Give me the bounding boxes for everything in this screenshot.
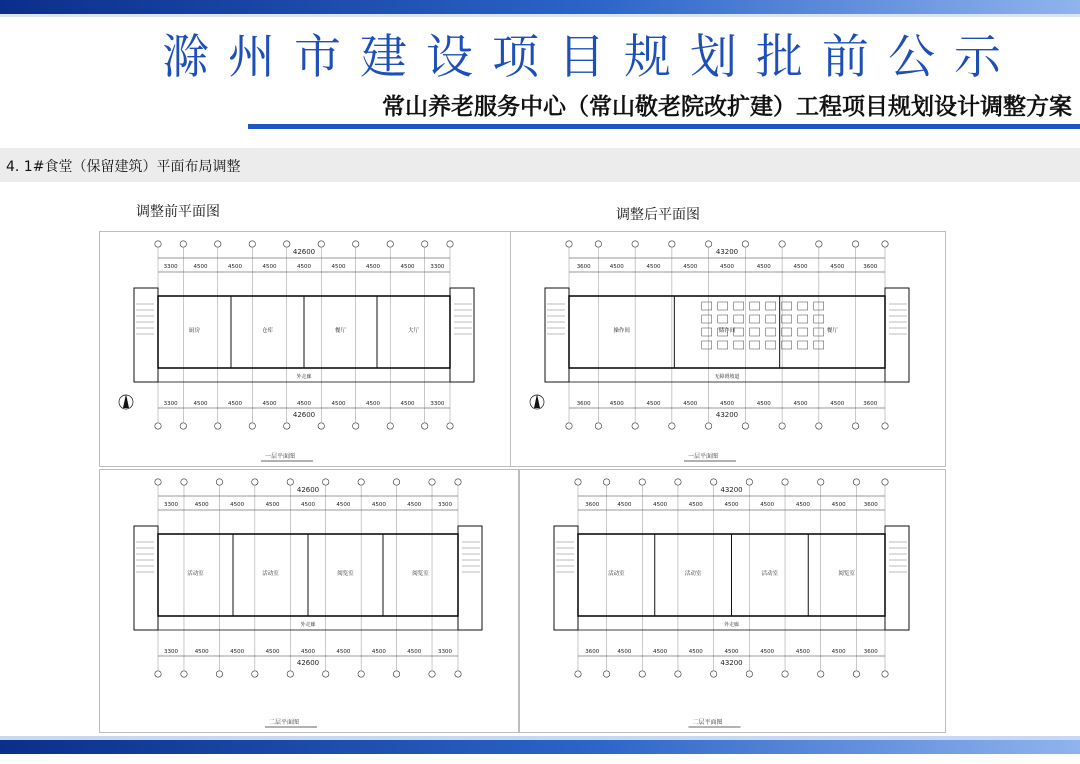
room-label: 阅览室 bbox=[838, 571, 855, 577]
room-label: 储存间 bbox=[718, 328, 736, 334]
axis-bubble bbox=[710, 479, 716, 485]
bay-dimension-label: 3600 bbox=[863, 264, 878, 270]
bay-dimension-label: 4500 bbox=[688, 502, 703, 508]
bay-dimension-label: 4500 bbox=[407, 502, 422, 508]
axis-bubble bbox=[595, 241, 601, 247]
bottom-bay-label: 4500 bbox=[830, 401, 845, 407]
plan-before-floor2 bbox=[99, 469, 519, 733]
axis-bubble bbox=[387, 241, 393, 247]
bay-dimension-label: 3300 bbox=[163, 502, 178, 508]
bay-dimension-label: 4500 bbox=[262, 264, 277, 270]
dining-table bbox=[734, 315, 744, 323]
bay-dimension-label: 4500 bbox=[331, 264, 346, 270]
axis-bubble bbox=[318, 423, 324, 429]
bottom-bay-label: 4500 bbox=[683, 401, 698, 407]
dining-table bbox=[782, 315, 792, 323]
bay-dimension-label: 4500 bbox=[228, 264, 243, 270]
bay-dimension-label: 4500 bbox=[301, 502, 315, 508]
bottom-bay-label: 4500 bbox=[228, 401, 243, 407]
axis-bubble bbox=[632, 241, 638, 247]
bay-dimension-label: 4500 bbox=[365, 264, 380, 270]
bottom-bay-label: 4500 bbox=[365, 401, 380, 407]
axis-bubble bbox=[710, 671, 716, 677]
plan-caption: 一层平面图 bbox=[265, 453, 296, 460]
stair-right bbox=[458, 526, 482, 630]
plan-drawing bbox=[100, 232, 510, 466]
bay-dimension-label: 4500 bbox=[297, 264, 311, 270]
stair-left bbox=[134, 526, 158, 630]
axis-bubble bbox=[595, 423, 601, 429]
dining-table bbox=[718, 315, 728, 323]
axis-bubble bbox=[180, 241, 186, 247]
bay-dimension-label: 4500 bbox=[336, 502, 351, 508]
room-label: 活动室 bbox=[761, 571, 779, 577]
bottom-bay-label: 4500 bbox=[262, 401, 277, 407]
bay-dimension-label: 4500 bbox=[230, 502, 245, 508]
bay-dimension-label: 4500 bbox=[609, 264, 624, 270]
bottom-bay-label: 3300 bbox=[438, 649, 453, 655]
room-label: 阅览室 bbox=[412, 571, 429, 577]
room-label: 活动室 bbox=[684, 571, 702, 577]
bottom-bay-label: 3300 bbox=[163, 401, 178, 407]
room-label: 餐厅 bbox=[826, 328, 838, 334]
bottom-bay-label: 4500 bbox=[301, 649, 315, 655]
axis-bubble bbox=[216, 671, 222, 677]
dining-table bbox=[702, 315, 712, 323]
dining-table bbox=[782, 341, 792, 349]
bottom-bay-label: 3300 bbox=[430, 401, 445, 407]
plan-drawing bbox=[100, 470, 518, 732]
bottom-total-label: 42600 bbox=[296, 659, 320, 667]
bottom-bay-label: 4500 bbox=[756, 401, 771, 407]
stair-right bbox=[450, 288, 474, 382]
axis-bubble bbox=[852, 241, 858, 247]
bottom-bay-label: 3600 bbox=[585, 649, 600, 655]
axis-bubble bbox=[882, 241, 888, 247]
axis-bubble bbox=[779, 241, 785, 247]
bay-dimension-label: 4500 bbox=[194, 502, 209, 508]
section-heading: 4. 1#食堂（保留建筑）平面布局调整 bbox=[6, 159, 241, 175]
dining-table bbox=[798, 341, 808, 349]
dining-table bbox=[750, 302, 760, 310]
axis-bubble bbox=[215, 423, 221, 429]
axis-bubble bbox=[155, 241, 161, 247]
bay-dimension-label: 4500 bbox=[653, 502, 668, 508]
bay-dimension-label: 3300 bbox=[438, 502, 453, 508]
room-label: 大厅 bbox=[407, 328, 420, 334]
room-label: 活动室 bbox=[187, 571, 204, 577]
axis-bubble bbox=[853, 671, 859, 677]
bay-dimension-label: 4500 bbox=[617, 502, 632, 508]
dining-table bbox=[734, 302, 744, 310]
axis-bubble bbox=[853, 479, 859, 485]
dining-table bbox=[718, 341, 728, 349]
axis-bubble bbox=[358, 479, 364, 485]
room-label: 厨房 bbox=[188, 328, 201, 334]
axis-bubble bbox=[358, 671, 364, 677]
plan-before-floor1 bbox=[99, 231, 511, 467]
bay-dimension-label: 3600 bbox=[585, 502, 600, 508]
bay-dimension-label: 4500 bbox=[830, 264, 845, 270]
plan-after-floor2 bbox=[519, 469, 946, 733]
axis-bubble bbox=[387, 423, 393, 429]
axis-bubble bbox=[669, 423, 675, 429]
total-dimension-label: 42600 bbox=[296, 486, 320, 494]
bottom-bay-label: 3600 bbox=[863, 401, 878, 407]
axis-bubble bbox=[566, 423, 572, 429]
dining-table bbox=[766, 302, 776, 310]
axis-bubble bbox=[323, 479, 329, 485]
bottom-bay-label: 4500 bbox=[720, 401, 734, 407]
dining-table bbox=[750, 315, 760, 323]
dining-table bbox=[782, 302, 792, 310]
axis-bubble bbox=[323, 671, 329, 677]
top-color-band bbox=[0, 0, 1080, 14]
plan-caption: 二层平面图 bbox=[692, 719, 723, 726]
axis-bubble bbox=[422, 241, 428, 247]
plan-drawing bbox=[520, 470, 945, 732]
axis-bubble bbox=[852, 423, 858, 429]
stair-right bbox=[885, 526, 909, 630]
bay-dimension-label: 3300 bbox=[430, 264, 445, 270]
axis-bubble bbox=[566, 241, 572, 247]
bottom-bay-label: 4500 bbox=[230, 649, 245, 655]
plan-caption: 一层平面图 bbox=[688, 453, 719, 460]
axis-bubble bbox=[746, 479, 752, 485]
axis-bubble bbox=[575, 479, 581, 485]
page-title: 滁州市建设项目规划批前公示 bbox=[162, 30, 1020, 85]
axis-bubble bbox=[287, 671, 293, 677]
bottom-bay-label: 4500 bbox=[795, 649, 810, 655]
bottom-bay-label: 4500 bbox=[336, 649, 351, 655]
bay-dimension-label: 4500 bbox=[793, 264, 808, 270]
bottom-bay-label: 3600 bbox=[863, 649, 878, 655]
project-subtitle: 常山养老服务中心（常山敬老院改扩建）工程项目规划设计调整方案 bbox=[382, 94, 1072, 120]
axis-bubble bbox=[318, 241, 324, 247]
dining-table bbox=[782, 328, 792, 336]
bottom-bay-label: 4500 bbox=[688, 649, 703, 655]
axis-bubble bbox=[215, 241, 221, 247]
room-label: 活动室 bbox=[608, 571, 625, 577]
axis-bubble bbox=[603, 671, 609, 677]
axis-bubble bbox=[216, 479, 222, 485]
plan-caption: 二层平面图 bbox=[269, 719, 300, 726]
axis-bubble bbox=[639, 479, 645, 485]
axis-bubble bbox=[675, 479, 681, 485]
axis-bubble bbox=[455, 671, 461, 677]
north-arrow-pointer bbox=[123, 394, 129, 408]
room-label: 操作间 bbox=[613, 328, 630, 334]
room-label: 活动室 bbox=[262, 571, 279, 577]
bottom-bay-label: 4500 bbox=[793, 401, 808, 407]
axis-bubble bbox=[181, 479, 187, 485]
bottom-bay-label: 3300 bbox=[163, 649, 178, 655]
axis-bubble bbox=[155, 479, 161, 485]
room-label: 餐厅 bbox=[334, 328, 347, 334]
top-band-highlight bbox=[0, 14, 1080, 17]
after-label: 调整后平面图 bbox=[616, 207, 700, 223]
stair-left bbox=[545, 288, 569, 382]
room-label: 仓库 bbox=[261, 328, 274, 334]
axis-bubble bbox=[816, 423, 822, 429]
dining-table bbox=[766, 315, 776, 323]
total-dimension-label: 43200 bbox=[720, 486, 743, 494]
bottom-bay-label: 4500 bbox=[724, 649, 739, 655]
dining-table bbox=[718, 302, 728, 310]
section-bar bbox=[0, 148, 1080, 182]
bay-dimension-label: 4500 bbox=[646, 264, 661, 270]
bottom-bay-label: 4500 bbox=[653, 649, 668, 655]
bay-dimension-label: 4500 bbox=[265, 502, 280, 508]
dining-table bbox=[798, 328, 808, 336]
axis-bubble bbox=[818, 479, 824, 485]
axis-bubble bbox=[742, 241, 748, 247]
stair-right bbox=[885, 288, 909, 382]
axis-bubble bbox=[252, 479, 258, 485]
bay-dimension-label: 4500 bbox=[400, 264, 415, 270]
axis-bubble bbox=[746, 671, 752, 677]
corridor-label: 外走廊 bbox=[300, 622, 316, 628]
bay-dimension-label: 4500 bbox=[831, 502, 846, 508]
axis-bubble bbox=[675, 671, 681, 677]
stair-left bbox=[554, 526, 578, 630]
corridor-label: 外走廊 bbox=[296, 374, 312, 380]
axis-bubble bbox=[249, 241, 255, 247]
axis-bubble bbox=[882, 671, 888, 677]
dining-table bbox=[702, 328, 712, 336]
bay-dimension-label: 4500 bbox=[371, 502, 386, 508]
axis-bubble bbox=[447, 241, 453, 247]
room-label: 阅览室 bbox=[337, 571, 354, 577]
bottom-total-label: 43200 bbox=[720, 659, 743, 667]
axis-bubble bbox=[252, 671, 258, 677]
bay-dimension-label: 4500 bbox=[795, 502, 810, 508]
axis-bubble bbox=[155, 423, 161, 429]
corridor-label: 无障碍坡道 bbox=[714, 374, 740, 380]
north-arrow-pointer bbox=[534, 394, 540, 408]
bay-dimension-label: 4500 bbox=[193, 264, 208, 270]
axis-bubble bbox=[455, 479, 461, 485]
axis-bubble bbox=[705, 423, 711, 429]
bay-dimension-label: 4500 bbox=[720, 264, 734, 270]
axis-bubble bbox=[782, 671, 788, 677]
axis-bubble bbox=[393, 671, 399, 677]
subtitle-rule bbox=[248, 124, 1080, 129]
bottom-bay-label: 4500 bbox=[831, 649, 846, 655]
axis-bubble bbox=[429, 671, 435, 677]
dining-table bbox=[702, 302, 712, 310]
axis-bubble bbox=[447, 423, 453, 429]
bottom-bay-label: 4500 bbox=[194, 649, 209, 655]
total-dimension-label: 43200 bbox=[715, 248, 739, 256]
axis-bubble bbox=[353, 423, 359, 429]
axis-bubble bbox=[284, 423, 290, 429]
bay-dimension-label: 3600 bbox=[863, 502, 878, 508]
bottom-bay-label: 3600 bbox=[576, 401, 591, 407]
bottom-total-label: 43200 bbox=[715, 411, 739, 419]
bottom-bay-label: 4500 bbox=[265, 649, 280, 655]
axis-bubble bbox=[155, 671, 161, 677]
plan-drawing bbox=[511, 232, 945, 466]
dining-table bbox=[766, 341, 776, 349]
bottom-total-label: 42600 bbox=[292, 411, 316, 419]
axis-bubble bbox=[818, 671, 824, 677]
bay-dimension-label: 4500 bbox=[724, 502, 739, 508]
before-label: 调整前平面图 bbox=[136, 204, 220, 220]
axis-bubble bbox=[816, 241, 822, 247]
axis-bubble bbox=[603, 479, 609, 485]
axis-bubble bbox=[882, 479, 888, 485]
bottom-bay-label: 4500 bbox=[193, 401, 208, 407]
corridor-label: 外走廊 bbox=[723, 622, 740, 628]
bay-dimension-label: 3600 bbox=[576, 264, 591, 270]
dining-table bbox=[750, 328, 760, 336]
axis-bubble bbox=[705, 241, 711, 247]
bay-dimension-label: 4500 bbox=[756, 264, 771, 270]
dining-table bbox=[750, 341, 760, 349]
plan-after-floor1 bbox=[510, 231, 946, 467]
bay-dimension-label: 4500 bbox=[760, 502, 775, 508]
axis-bubble bbox=[393, 479, 399, 485]
total-dimension-label: 42600 bbox=[292, 248, 316, 256]
dining-table bbox=[702, 341, 712, 349]
stair-left bbox=[134, 288, 158, 382]
axis-bubble bbox=[422, 423, 428, 429]
axis-bubble bbox=[882, 423, 888, 429]
axis-bubble bbox=[353, 241, 359, 247]
axis-bubble bbox=[742, 423, 748, 429]
axis-bubble bbox=[669, 241, 675, 247]
dining-table bbox=[766, 328, 776, 336]
bottom-bay-label: 4500 bbox=[297, 401, 311, 407]
axis-bubble bbox=[779, 423, 785, 429]
bottom-bay-label: 4500 bbox=[646, 401, 661, 407]
bottom-bay-label: 4500 bbox=[371, 649, 386, 655]
dining-table bbox=[798, 302, 808, 310]
bottom-color-band bbox=[0, 740, 1080, 754]
bottom-bay-label: 4500 bbox=[331, 401, 346, 407]
axis-bubble bbox=[632, 423, 638, 429]
dining-table bbox=[734, 341, 744, 349]
bottom-bay-label: 4500 bbox=[400, 401, 415, 407]
axis-bubble bbox=[287, 479, 293, 485]
axis-bubble bbox=[575, 671, 581, 677]
axis-bubble bbox=[181, 671, 187, 677]
axis-bubble bbox=[284, 241, 290, 247]
bottom-bay-label: 4500 bbox=[407, 649, 422, 655]
axis-bubble bbox=[429, 479, 435, 485]
dining-table bbox=[798, 315, 808, 323]
bay-dimension-label: 4500 bbox=[683, 264, 698, 270]
axis-bubble bbox=[249, 423, 255, 429]
bay-dimension-label: 3300 bbox=[163, 264, 178, 270]
bottom-bay-label: 4500 bbox=[617, 649, 632, 655]
bottom-bay-label: 4500 bbox=[609, 401, 624, 407]
axis-bubble bbox=[639, 671, 645, 677]
bottom-bay-label: 4500 bbox=[760, 649, 775, 655]
axis-bubble bbox=[180, 423, 186, 429]
axis-bubble bbox=[782, 479, 788, 485]
